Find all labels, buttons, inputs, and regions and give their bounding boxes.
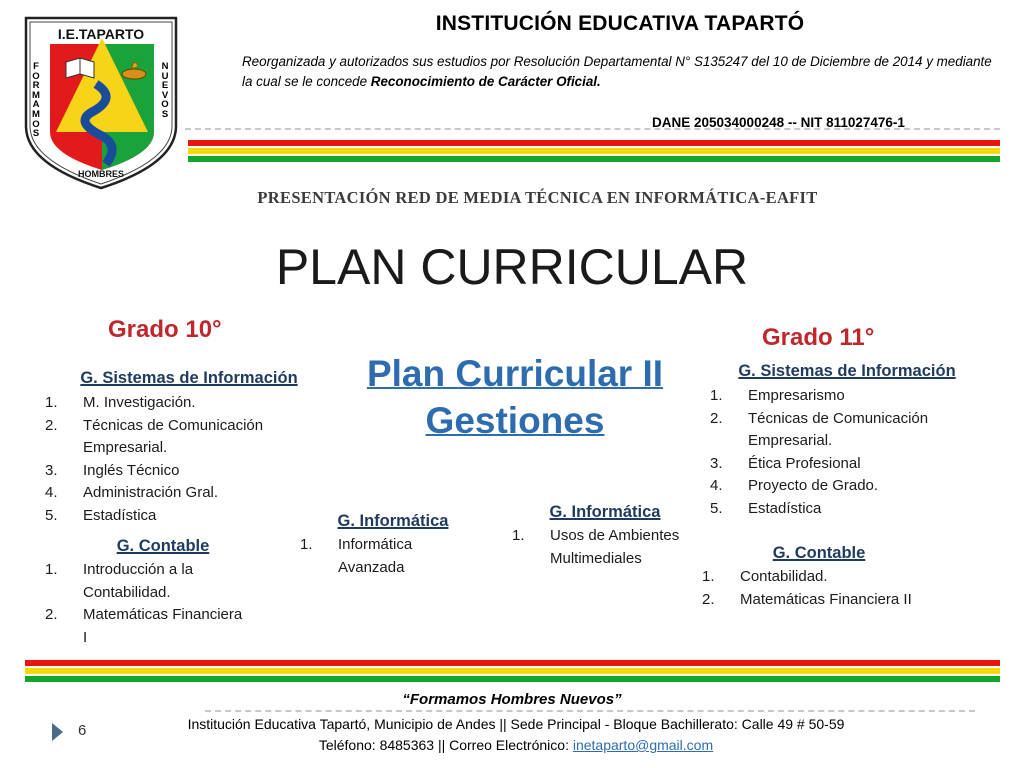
grado11-informatica-section [530, 503, 680, 522]
grado10-contable-list [45, 559, 245, 649]
dane-nit: DANE 205034000248 -- NIT 811027476-1 [652, 115, 905, 130]
grado11-contable-heading: G. Contable [772, 544, 866, 562]
list-item: 1. Introducción a la Contabilidad. [45, 561, 194, 601]
grado11-sistemas-section [712, 362, 982, 381]
logo-left-text: FORMAMOS [32, 61, 40, 140]
institution-logo [22, 14, 180, 192]
footer-divider [205, 710, 975, 712]
list-item: 3. Ética Profesional [710, 454, 861, 472]
plan-curricular-ii-link[interactable] [345, 350, 685, 444]
center-title-line1: Plan Curricular II [366, 353, 664, 394]
grado10-title: Grado 10° [108, 316, 222, 343]
logo-bottom-text: HOMBRES [77, 169, 125, 179]
list-item: 1. Empresarismo [710, 387, 845, 404]
flag-stripes-top [188, 140, 1000, 162]
email-link[interactable]: inetaparto@gmail.com [572, 737, 714, 753]
center-title-line2: Gestiones [425, 400, 605, 441]
grado11-informatica-list [512, 525, 702, 570]
list-item: 1. Usos de Ambientes Multimediales [512, 527, 680, 567]
list-item: 4. Proyecto de Grado. [710, 477, 879, 494]
institution-name: INSTITUCIÓN EDUCATIVA TAPARTÓ [435, 12, 805, 35]
grado11-sistemas-list [710, 385, 980, 520]
list-item: 2. Matemáticas Financiera I [45, 606, 243, 646]
list-item: 3. Inglés Técnico [45, 461, 180, 479]
grado11-informatica-heading: G. Informática [549, 503, 661, 521]
footer-phone: Teléfono: 8485363 || Correo Electrónico: [318, 737, 569, 753]
flag-stripes-bottom [25, 660, 1000, 682]
grado11-sistemas-heading: G. Sistemas de Información [738, 362, 956, 380]
list-item: 2. Técnicas de Comunicación Empresarial. [45, 416, 264, 456]
list-item: 1. Informática Avanzada [300, 536, 413, 576]
grado11-contable-list [702, 566, 962, 611]
presentation-subtitle: PRESENTACIÓN RED DE MEDIA TÉCNICA EN INFORMÁTICA-EAFIT [257, 188, 818, 207]
grado11-title: Grado 11° [762, 324, 875, 351]
resolution-plain: Reorganizada y autorizados sus estudios por Resolución Departamental N° S135247 del 10 de Diciembre de 2014 y mediante la cual se le concede [242, 54, 992, 89]
grado10-contable-section [88, 537, 238, 556]
grado11-contable-section [744, 544, 894, 563]
list-item: 2. Técnicas de Comunicación Empresarial. [710, 409, 929, 449]
grado10-sistemas-list [45, 392, 295, 527]
list-item: 2. Matemáticas Financiera II [702, 590, 912, 608]
footer-motto: “Formamos Hombres Nuevos” [402, 691, 622, 708]
header-divider [185, 128, 1000, 130]
resolution-bold: Reconocimiento de Carácter Oficial. [370, 74, 601, 89]
grado10-informatica-section [318, 512, 468, 531]
grado10-informatica-heading: G. Informática [337, 512, 449, 530]
logo-top-text: I.E.TAPARTO [57, 26, 145, 42]
grado10-contable-heading: G. Contable [116, 537, 210, 555]
list-item: 4. Administración Gral. [45, 484, 219, 501]
grado10-sistemas-section [54, 369, 324, 388]
list-item: 5. Estadística [45, 506, 157, 524]
footer-address: Institución Educativa Tapartó, Municipio de Andes || Sede Principal - Bloque Bachillerato: Calle 49 # 50-59 [187, 716, 845, 732]
grado10-informatica-list [300, 534, 440, 579]
list-item: 5. Estadística [710, 499, 822, 517]
footer-contact [0, 737, 1024, 753]
grado10-sistemas-heading: G. Sistemas de Información [80, 369, 298, 387]
logo-right-text: NUEVOS [161, 61, 169, 120]
list-item: 1. Contabilidad. [702, 568, 828, 585]
resolution-text [242, 52, 1002, 92]
page-number: 6 [78, 722, 87, 739]
list-item: 1. M. Investigación. [45, 394, 196, 411]
page-title: PLAN CURRICULAR [275, 239, 749, 295]
